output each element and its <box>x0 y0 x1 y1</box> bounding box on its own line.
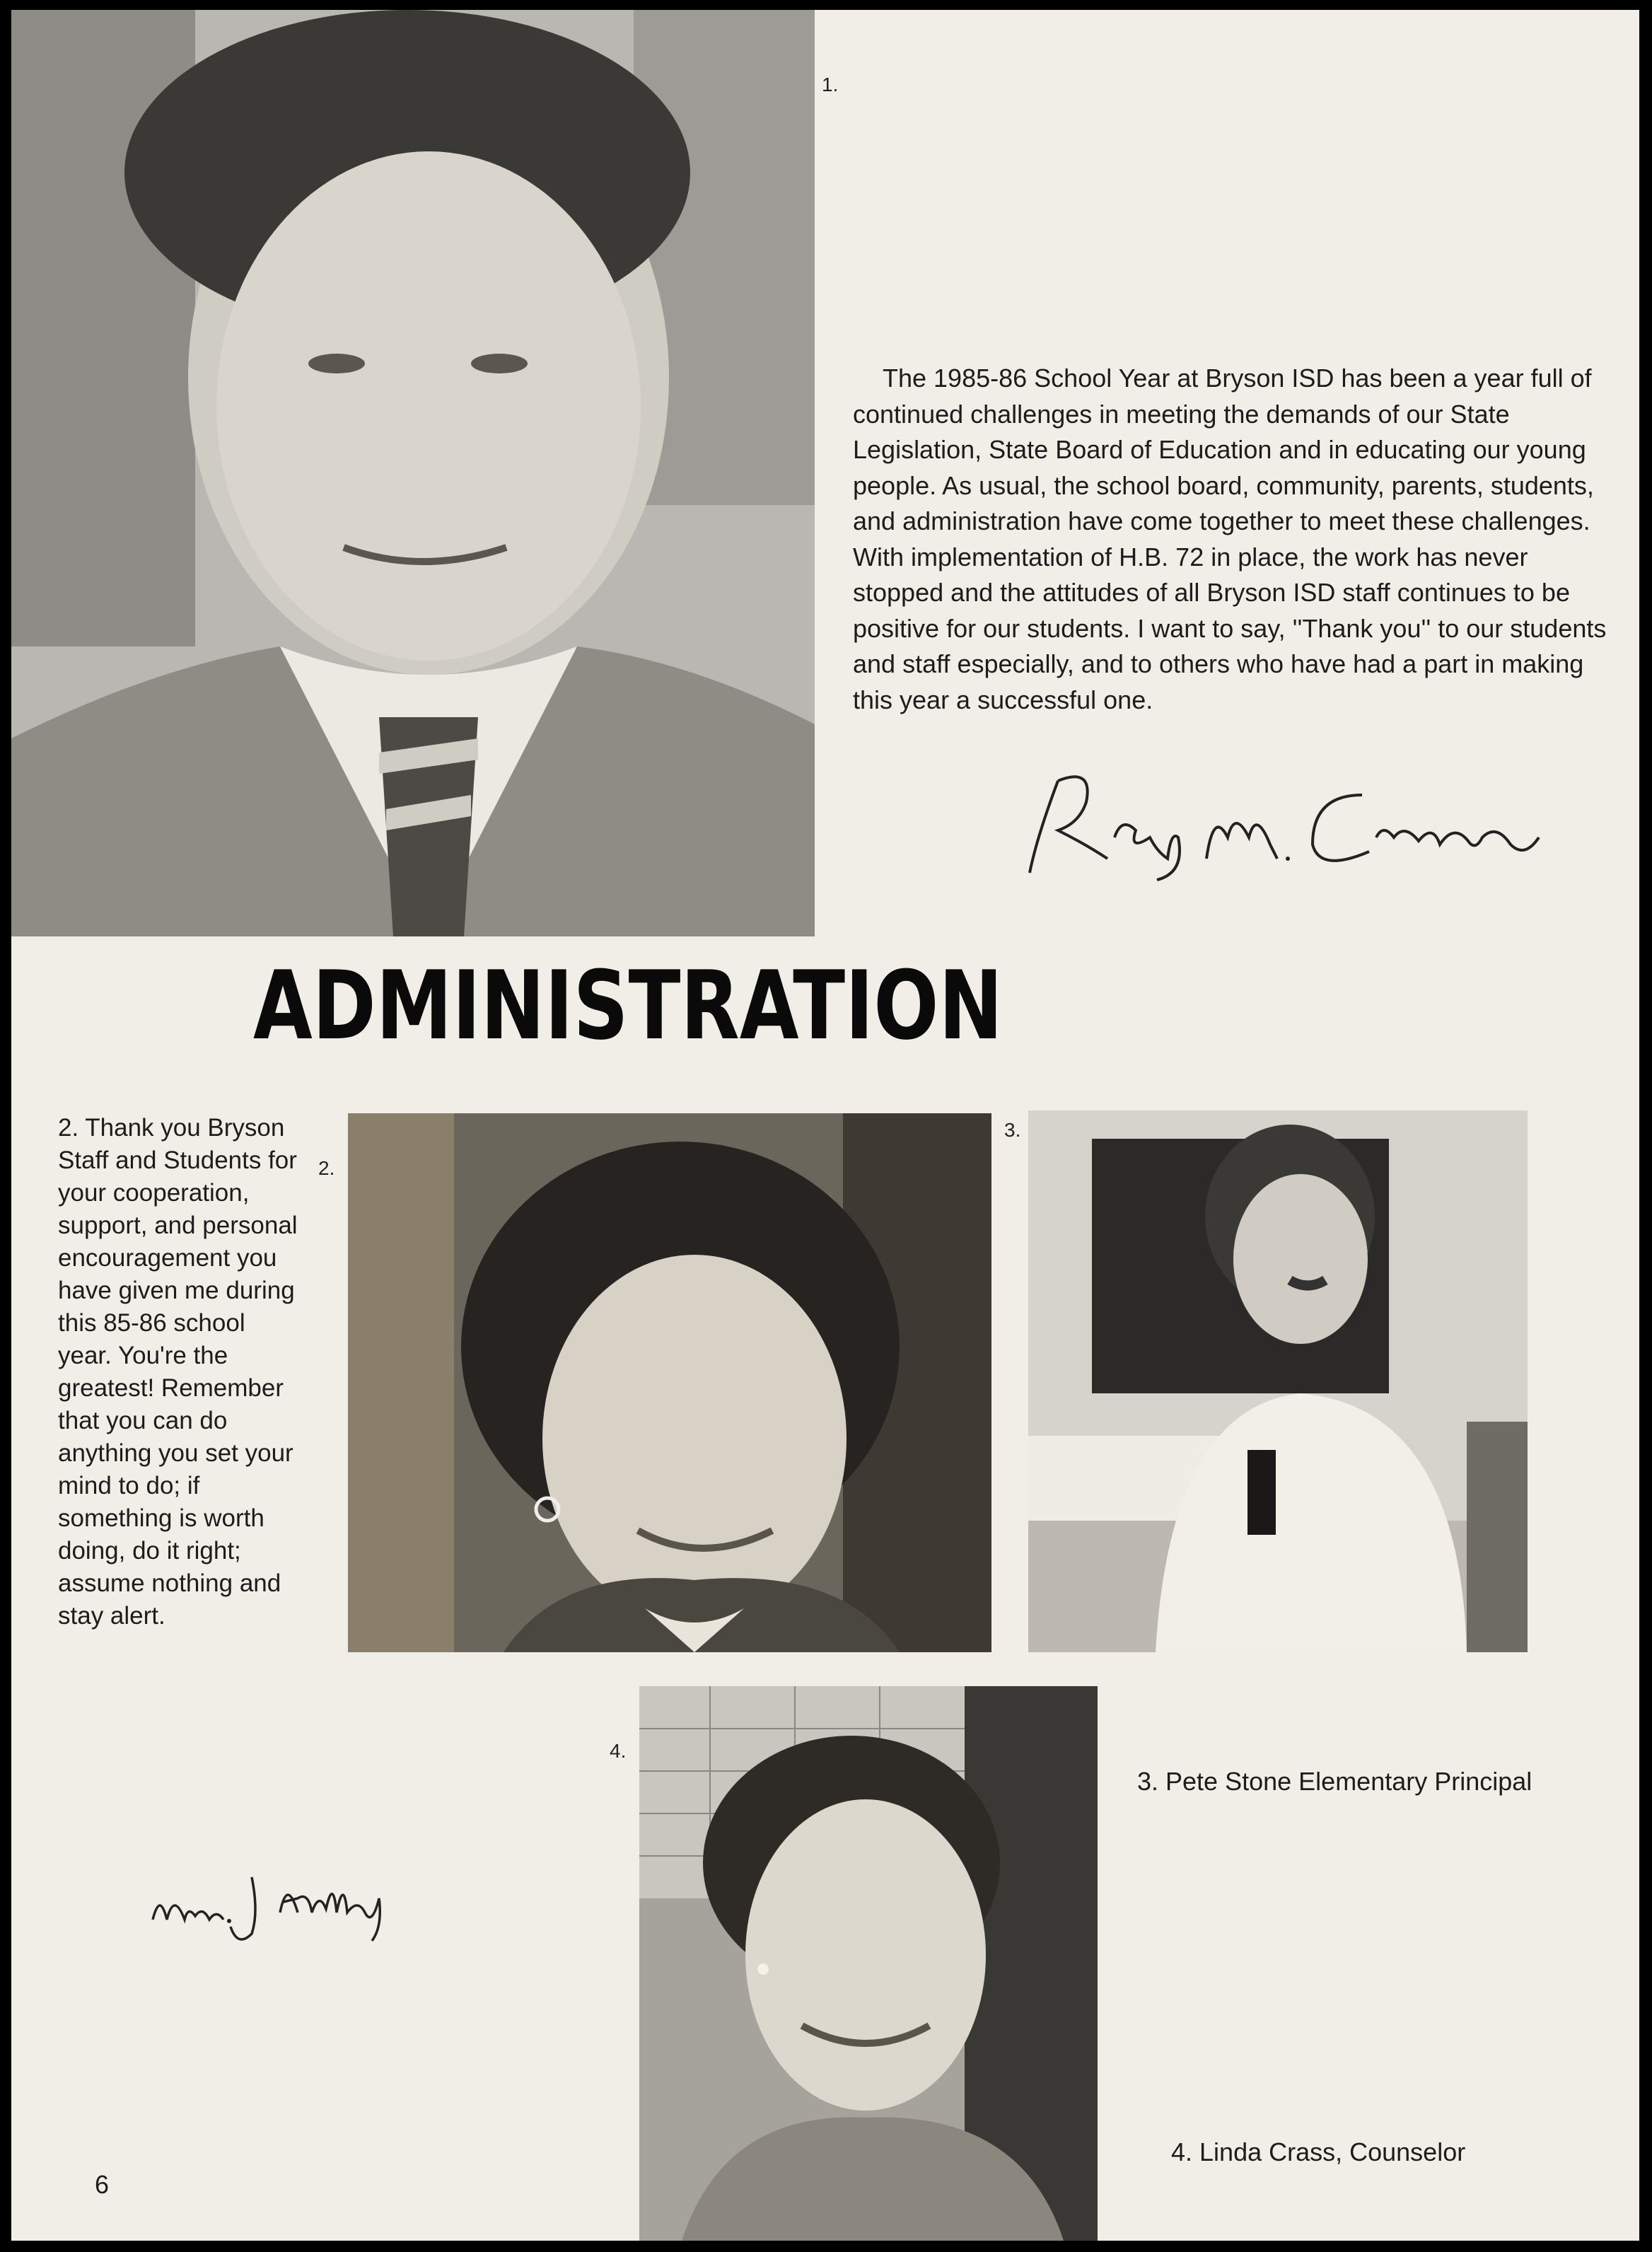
portrait-man-suit-icon <box>11 10 815 936</box>
yearbook-page <box>11 10 1639 2241</box>
photo-counselor-woman <box>639 1686 1098 2241</box>
page-heading-text: ADMINISTRATION <box>253 951 1003 1061</box>
photo-administrator-woman <box>348 1113 991 1652</box>
photo-number-2: 2. <box>318 1157 335 1179</box>
portrait-woman-short-hair-icon <box>639 1686 1098 2241</box>
signature-ray-crass-icon <box>1016 753 1553 887</box>
portrait-man-at-desk-icon <box>1028 1110 1528 1652</box>
signature-ray-crass <box>1016 753 1553 887</box>
portrait-woman-earrings-icon <box>348 1113 991 1652</box>
signature-j-antilley <box>146 1849 400 1948</box>
caption-photo-3: 3. Pete Stone Elementary Principal <box>1137 1767 1532 1796</box>
photo-number-4: 4. <box>610 1740 627 1762</box>
photo-number-3: 3. <box>1004 1119 1021 1141</box>
photo-principal-man <box>1028 1110 1528 1652</box>
signature-j-antilley-icon <box>146 1849 400 1948</box>
photo-superintendent <box>11 10 815 936</box>
page-number: 6 <box>95 2170 110 2199</box>
superintendent-letter: The 1985-86 School Year at Bryson ISD has been a year full of continued challenges in meeting the demands of our State Legislation, State Board of Education and in educating our young people. As usual, the school board, community, parents, students, and administration have come together to meet these challenges. With implementation of H.B. 72 in place, the work has never stopped and the attitudes of all Bryson ISD staff continues to be positive for our students. I want to say, ''Thank you'' to our students and staff especially, and to others who have had a part in making this year a successful one. <box>853 364 1607 714</box>
page-heading <box>239 951 1017 1061</box>
side-note-text: 2. Thank you Bryson Staff and Students for your cooperation, support, and personal encouragement you have given me during this 85-86 school year. You're the greatest! Remember that you can do anything you set your mind to do; if something is worth doing, do it right; assume nothing and stay alert. <box>58 1114 298 1630</box>
caption-photo-4: 4. Linda Crass, Counselor <box>1171 2137 1466 2166</box>
photo-number-1: 1. <box>822 74 839 95</box>
